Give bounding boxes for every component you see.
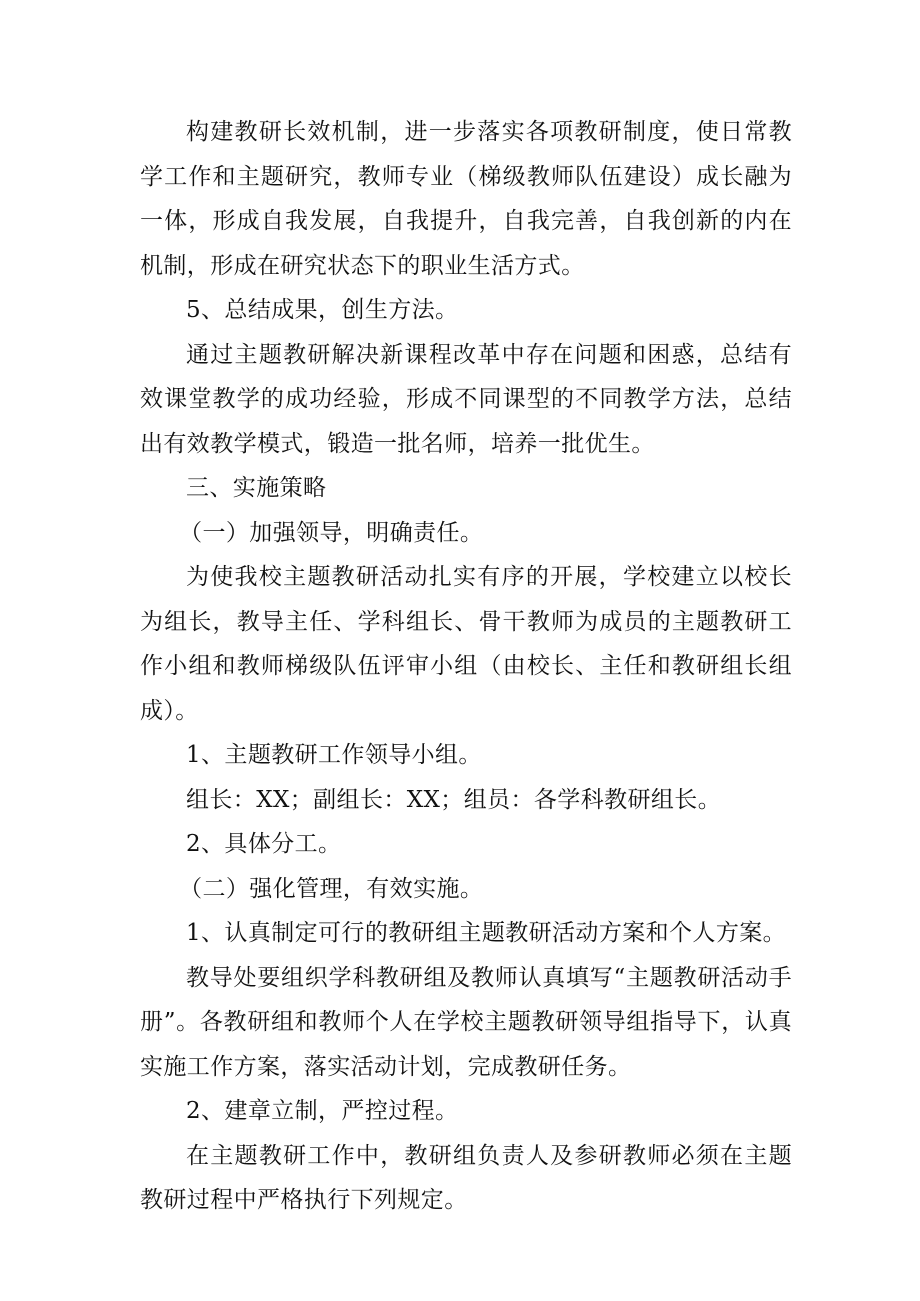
paragraph-handbook: 教导处要组织学科教研组及教师认真填写“主题教研活动手册”。各教研组和教师个人在学校主题教研领导组指导下，认真实施工作方案，落实活动计划，完成教研任务。 — [140, 964, 792, 1080]
item-2-rules: 2、建章立制，严控过程。 — [186, 1098, 459, 1124]
item-2-division-of-labor: 2、具体分工。 — [186, 831, 342, 857]
group-members: 组长：XX；副组长：XX；组员：各学科教研组长。 — [186, 786, 722, 813]
paragraph-leadership: 为使我校主题教研活动扎实有序的开展，学校建立以校长为组长，教导主任、学科组长、骨干教师为成员的主题教研工作小组和教师梯级队伍评审小组（由校长、主任和教研组长组成）。 — [140, 564, 792, 724]
subsection-heading-management: （二）强化管理，有效实施。 — [179, 875, 484, 902]
item-5-summarize-results: 5、总结成果，创生方法。 — [186, 297, 459, 323]
subsection-heading-leadership: （一）加强领导，明确责任。 — [179, 519, 484, 546]
paragraph-summary: 通过主题教研解决新课程改革中存在问题和困惑，总结有效课堂教学的成功经验，形成不同课型的不同教学方法，总结出有效教学模式，锻造一批名师，培养一批优生。 — [140, 341, 792, 457]
document-body — [140, 110, 792, 1223]
item-1-leadership-group: 1、主题教研工作领导小组。 — [186, 742, 482, 768]
section-heading-strategy: 三、实施策略 — [186, 475, 327, 501]
paragraph-mechanism: 构建教研长效机制，进一步落实各项教研制度，使日常教学工作和主题研究，教师专业（梯级教师队伍建设）成长融为一体，形成自我发展，自我提升，自我完善，自我创新的内在机制，形成在研究状态下的职业生活方式。 — [140, 119, 792, 279]
item-1-plans: 1、认真制定可行的教研组主题教研活动方案和个人方案。 — [186, 920, 787, 946]
paragraph-rules: 在主题教研工作中，教研组负责人及参研教师必须在主题教研过程中严格执行下列规定。 — [140, 1142, 792, 1213]
